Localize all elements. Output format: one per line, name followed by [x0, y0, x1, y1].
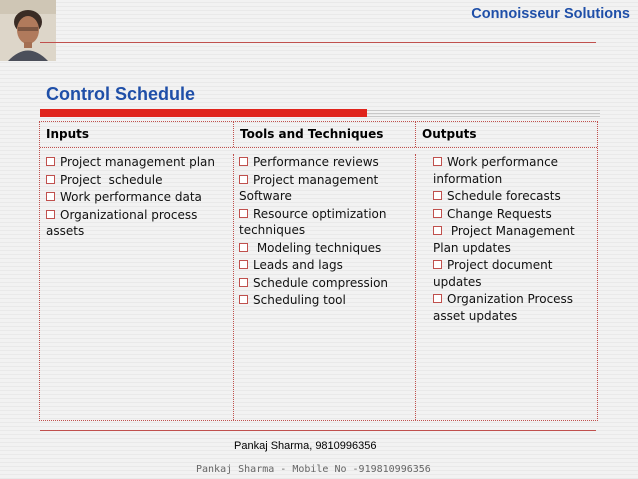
list-item [239, 206, 409, 239]
list-item [239, 257, 409, 274]
list-item-label: Resource optimization techniques [239, 206, 391, 237]
checkbox-bullet-icon [433, 226, 442, 235]
list-item [239, 154, 409, 171]
list-item-label: Performance reviews [253, 155, 379, 169]
checkbox-bullet-icon [239, 260, 248, 269]
list-item [46, 172, 227, 189]
list-item-label: Work performance information [433, 155, 562, 186]
list-item [433, 206, 591, 223]
checkbox-bullet-icon [46, 210, 55, 219]
checkbox-bullet-icon [239, 209, 248, 218]
checkbox-bullet-icon [239, 157, 248, 166]
list-item-label: Leads and lags [253, 258, 343, 272]
checkbox-bullet-icon [46, 175, 55, 184]
checkbox-bullet-icon [433, 260, 442, 269]
header-outputs: Outputs [422, 127, 477, 141]
list-item-label: Change Requests [447, 206, 552, 221]
list-item [46, 189, 227, 206]
checkbox-bullet-icon [46, 192, 55, 201]
list-item-label: Project management plan [60, 155, 215, 169]
header-inputs: Inputs [40, 122, 234, 147]
slide-title: Control Schedule [46, 84, 196, 104]
list-item-label: Schedule compression [253, 275, 389, 290]
checkbox-bullet-icon [433, 209, 442, 218]
footer-mobile: Pankaj Sharma - Mobile No -919810996356 [196, 464, 431, 475]
footer-divider [40, 430, 596, 431]
inputs-column [40, 154, 234, 420]
list-item-label: Scheduling tool [253, 293, 346, 307]
process-table [39, 121, 598, 421]
title-underline-bar [40, 109, 367, 117]
list-item-label: Project management Software [239, 172, 383, 203]
checkbox-bullet-icon [239, 278, 248, 287]
header-tools: Tools and Techniques [234, 122, 416, 147]
checkbox-bullet-icon [433, 294, 442, 303]
list-item [46, 207, 227, 240]
list-item-label: Schedule forecasts [447, 189, 561, 203]
list-item [239, 292, 409, 309]
list-item [433, 223, 591, 256]
header-row-divider [40, 147, 597, 148]
header-divider [40, 42, 596, 43]
list-item-label: Project document updates [433, 258, 557, 289]
list-item [433, 257, 591, 290]
list-item [433, 188, 591, 205]
footer-presenter: Pankaj Sharma, 9810996356 [234, 440, 377, 452]
checkbox-bullet-icon [239, 175, 248, 184]
outputs-column [416, 154, 597, 420]
list-item-label: Project schedule [60, 172, 163, 187]
list-item-label: Project Management Plan updates [433, 224, 579, 255]
list-item [433, 291, 591, 324]
list-item [239, 172, 409, 205]
list-item [46, 154, 227, 171]
list-item-label: Organization Process asset updates [433, 292, 577, 323]
list-item [433, 154, 591, 187]
checkbox-bullet-icon [239, 295, 248, 304]
tools-column [234, 154, 416, 420]
list-item-label: Organizational process assets [46, 207, 202, 238]
checkbox-bullet-icon [433, 191, 442, 200]
list-item-label: Work performance data [60, 190, 202, 204]
list-item-label: Modeling techniques [253, 240, 382, 255]
brand-title: Connoisseur Solutions [471, 6, 630, 22]
checkbox-bullet-icon [433, 157, 442, 166]
checkbox-bullet-icon [239, 243, 248, 252]
list-item [239, 275, 409, 292]
presenter-photo [0, 0, 56, 61]
list-item [239, 240, 409, 257]
checkbox-bullet-icon [46, 157, 55, 166]
